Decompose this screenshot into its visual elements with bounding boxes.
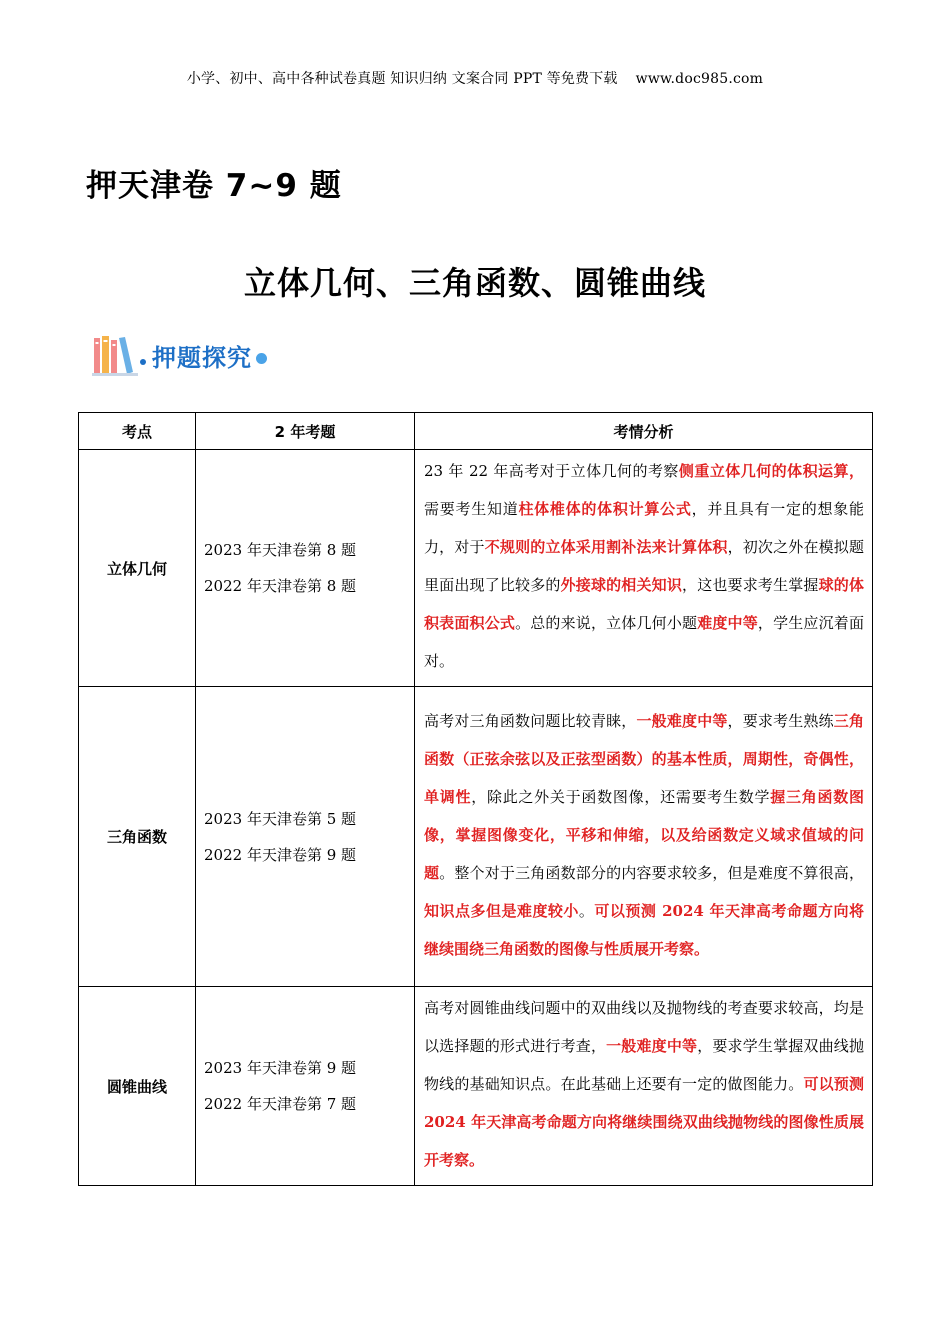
topic-cell: 立体几何 (79, 450, 196, 687)
highlight-text: 难度中等 (697, 614, 758, 632)
analysis-text: ，要求学生掌握双曲线抛物线的基础知识点。在此基础上还要有一定的做图能力。 (424, 1037, 864, 1093)
analysis-text: 高考对圆锥曲线问题中的双曲线以及抛物线的考查要求较高，均是以选择题的形式进行考查， (424, 999, 864, 1055)
header-topic: 考点 (79, 413, 196, 450)
year-item: 2023 年天津卷第 5 题 (204, 809, 357, 828)
year-item: 2022 年天津卷第 9 题 (204, 845, 357, 864)
analysis-text: 23 年 22 年高考对于立体几何的考察 (424, 462, 679, 480)
analysis-text: ，初次之外在模拟题里面出现了比较多的 (424, 538, 864, 594)
years-cell (196, 687, 415, 987)
year-item: 2023 年天津卷第 9 题 (204, 1059, 357, 1077)
analysis-cell (415, 987, 873, 1186)
header-years: 2 年考题 (196, 413, 415, 450)
topic-cell: 圆锥曲线 (79, 987, 196, 1186)
highlight-text: 可以预测 2024 年天津高考命题方向将继续围绕双曲线抛物线的图像性质展开考察。 (424, 1075, 864, 1169)
badge-small-dot (140, 359, 146, 365)
analysis-text: ，并且具有一定的想象能力，对于 (424, 500, 864, 556)
year-item: 2022 年天津卷第 8 题 (204, 577, 357, 595)
table-row (79, 687, 873, 987)
badge-dot (256, 353, 267, 364)
page-title: 押天津卷 7~9 题 (86, 168, 342, 204)
highlight-text: 侧重立体几何的体积运算， (678, 462, 864, 480)
topic-cell: 三角函数 (79, 687, 196, 987)
analysis-text: ，要求考生熟练 (727, 711, 834, 730)
books-icon (92, 334, 138, 376)
highlight-text: 外接球的相关知识 (560, 576, 683, 594)
year-item: 2023 年天津卷第 8 题 (204, 541, 357, 559)
analysis-text: ，除此之外关于函数图像，还需要考生数学 (471, 787, 771, 806)
header-text: 小学、初中、高中各种试卷真题 知识归纳 文案合同 PPT 等免费下载 (186, 71, 618, 87)
highlight-text: 一般难度中等 (636, 711, 728, 730)
header-analysis: 考情分析 (415, 413, 873, 450)
years-cell (196, 987, 415, 1186)
badge-label: 押题探究 (152, 343, 252, 372)
analysis-text: ，学生应沉着面对。 (424, 614, 864, 670)
highlight-text: 柱体椎体的体积计算公式 (518, 500, 692, 518)
analysis-text: 需要考生知道 (424, 500, 519, 518)
analysis-text: 。整个对于三角函数部分的内容要求较多，但是难度不算很高， (439, 863, 864, 882)
table-row (79, 450, 873, 687)
analysis-table (78, 412, 873, 1186)
table-header-row (79, 413, 873, 450)
section-badge (92, 333, 267, 377)
page-header (0, 68, 950, 88)
analysis-text: 高考对三角函数问题比较青睐， (424, 711, 637, 730)
year-item: 2022 年天津卷第 7 题 (204, 1095, 357, 1113)
analysis-text: 。 (578, 901, 595, 920)
highlight-text: 握三角函数图像，掌握图像变化，平移和伸缩，以及给函数定义域求值域的问题 (424, 787, 864, 882)
analysis-text: 。总的来说，立体几何小题 (515, 614, 698, 632)
analysis-cell (415, 687, 873, 987)
header-url[interactable]: www.doc985.com (635, 71, 764, 87)
page-subtitle: 立体几何、三角函数、圆锥曲线 (243, 264, 706, 302)
table-row (79, 987, 873, 1186)
highlight-text: 可以预测 2024 年天津高考命题方向将继续围绕三角函数的图像与性质展开考察。 (424, 901, 864, 958)
analysis-cell (415, 450, 873, 687)
highlight-text: 球的体积表面积公式 (424, 576, 864, 632)
highlight-text: 不规则的立体采用割补法来计算体积 (484, 538, 728, 556)
highlight-text: 知识点多但是难度较小 (424, 901, 579, 920)
years-cell (196, 450, 415, 687)
highlight-text: 三角函数（正弦余弦以及正弦型函数）的基本性质，周期性，奇偶性，单调性 (424, 711, 864, 806)
analysis-text: ，这也要求考生掌握 (682, 576, 819, 594)
highlight-text: 一般难度中等 (606, 1037, 698, 1055)
